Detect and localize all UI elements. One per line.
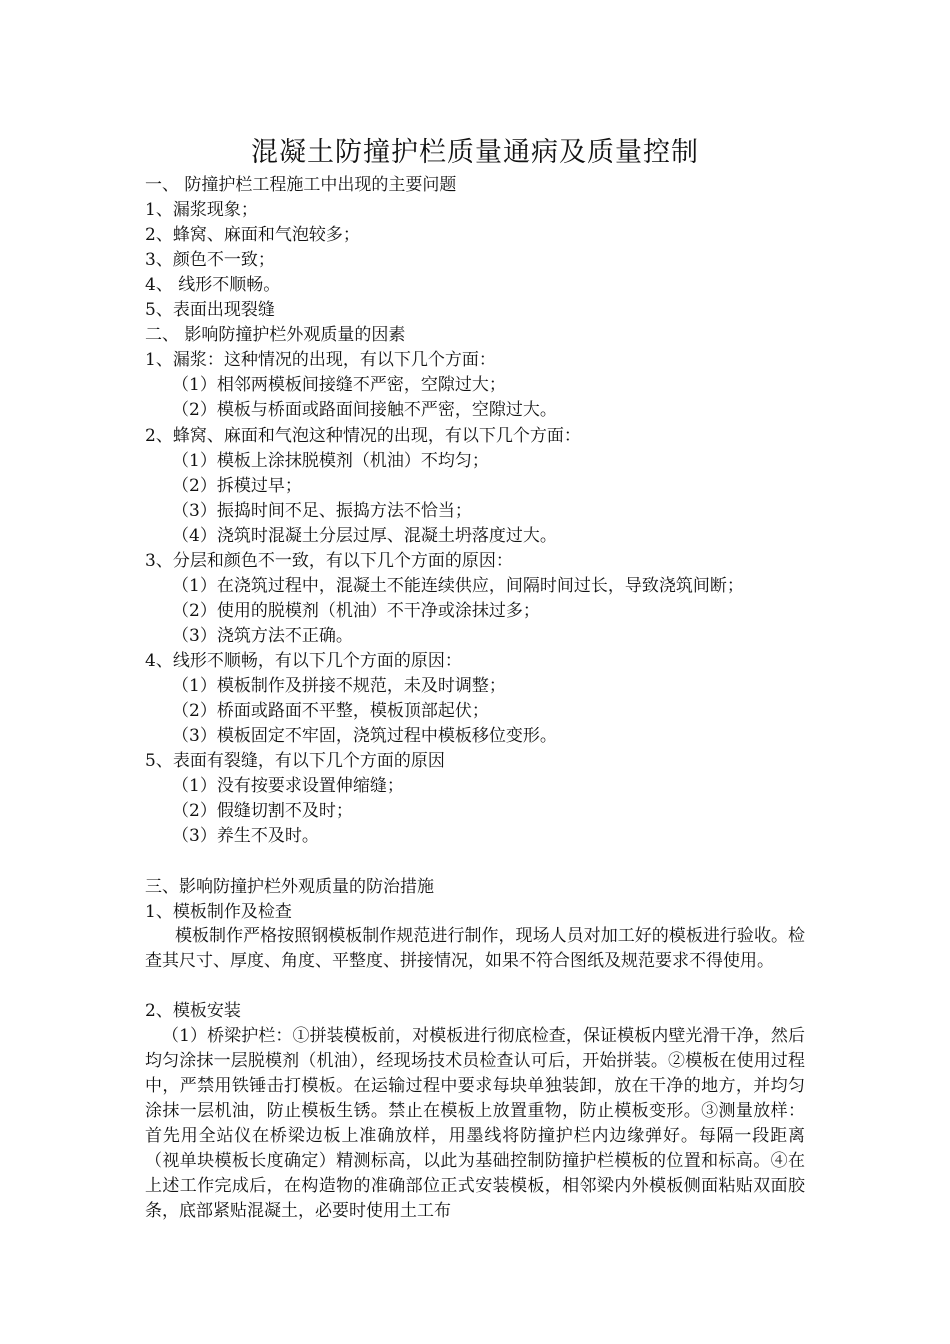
cause-point: （1）没有按要求设置伸缩缝；	[172, 776, 404, 796]
list-item: 5、表面出现裂缝	[145, 300, 275, 320]
section-heading: 二、 影响防撞护栏外观质量的因素	[145, 325, 406, 345]
cause-point: （4）浇筑时混凝土分层过厚、混凝土坍落度过大。	[172, 526, 557, 546]
list-item: 3、颜色不一致；	[145, 250, 275, 270]
cause-title: 3、分层和颜色不一致，有以下几个方面的原因：	[145, 551, 513, 571]
cause-point: （3）养生不及时。	[172, 826, 319, 846]
section-heading: 三、影响防撞护栏外观质量的防治措施	[145, 877, 434, 897]
cause-point: （1）在浇筑过程中，混凝土不能连续供应，间隔时间过长，导致浇筑间断；	[172, 576, 744, 596]
cause-point: （2）桥面或路面不平整，模板顶部起伏；	[172, 701, 489, 721]
cause-point: （1）模板上涂抹脱模剂（机油）不均匀；	[172, 451, 489, 471]
list-item: 2、蜂窝、麻面和气泡较多；	[145, 225, 360, 245]
paragraph: 模板制作严格按照钢模板制作规范进行制作，现场人员对加工好的模板进行验收。检查其尺寸、厚度、角度、平整度、拼接情况，如果不符合图纸及规范要求不得使用。	[145, 926, 805, 971]
document-title: 混凝土防撞护栏质量通病及质量控制	[251, 137, 699, 168]
section-heading: 一、 防撞护栏工程施工中出现的主要问题	[145, 175, 457, 195]
cause-title: 4、线形不顺畅，有以下几个方面的原因：	[145, 651, 462, 671]
cause-point: （3）振捣时间不足、振捣方法不恰当；	[172, 501, 472, 521]
cause-title: 1、漏浆：这种情况的出现，有以下几个方面：	[145, 350, 496, 370]
cause-title: 2、蜂窝、麻面和气泡这种情况的出现，有以下几个方面：	[145, 426, 581, 446]
cause-point: （2）模板与桥面或路面间接触不严密，空隙过大。	[172, 400, 557, 420]
cause-point: （2）假缝切割不及时；	[172, 801, 353, 821]
cause-point: （3）模板固定不牢固，浇筑过程中模板移位变形。	[172, 726, 557, 746]
cause-title: 5、表面有裂缝，有以下几个方面的原因	[145, 751, 445, 771]
cause-point: （3）浇筑方法不正确。	[172, 626, 353, 646]
subsection-title: 2、模板安装	[145, 1001, 241, 1021]
paragraph: （1）桥梁护栏：①拼装模板前，对模板进行彻底检查，保证模板内壁光滑干净，然后均匀涂抹一层脱模剂（机油），经现场技术员检查认可后，开始拼装。②模板在使用过程中，严禁用铁锤击打模板。在运输过程中要求每块单独装卸，放在干净的地方，并均匀涂抹一层机油，防止模板生锈。禁止在模板上放置重物，防止模板变形。③测量放样：首先用全站仪在桥梁边板上准确放样，用墨线将防撞护栏内边缘弹好。每隔一段距离（视单块模板长度确定）精测标高，以此为基础控制防撞护栏模板的位置和标高。④在上述工作完成后，在构造物的准确部位正式安装模板，相邻梁内外模板侧面粘贴双面胶条，底部紧贴混凝土，必要时使用土工布	[145, 1026, 805, 1221]
cause-point: （1）模板制作及拼接不规范，未及时调整；	[172, 676, 506, 696]
cause-point: （2）拆模过早；	[172, 476, 302, 496]
cause-point: （1）相邻两模板间接缝不严密，空隙过大；	[172, 375, 506, 395]
cause-point: （2）使用的脱模剂（机油）不干净或涂抹过多；	[172, 601, 540, 621]
list-item: 4、 线形不顺畅。	[145, 275, 281, 295]
list-item: 1、漏浆现象；	[145, 200, 258, 220]
subsection-title: 1、模板制作及检查	[145, 902, 292, 922]
